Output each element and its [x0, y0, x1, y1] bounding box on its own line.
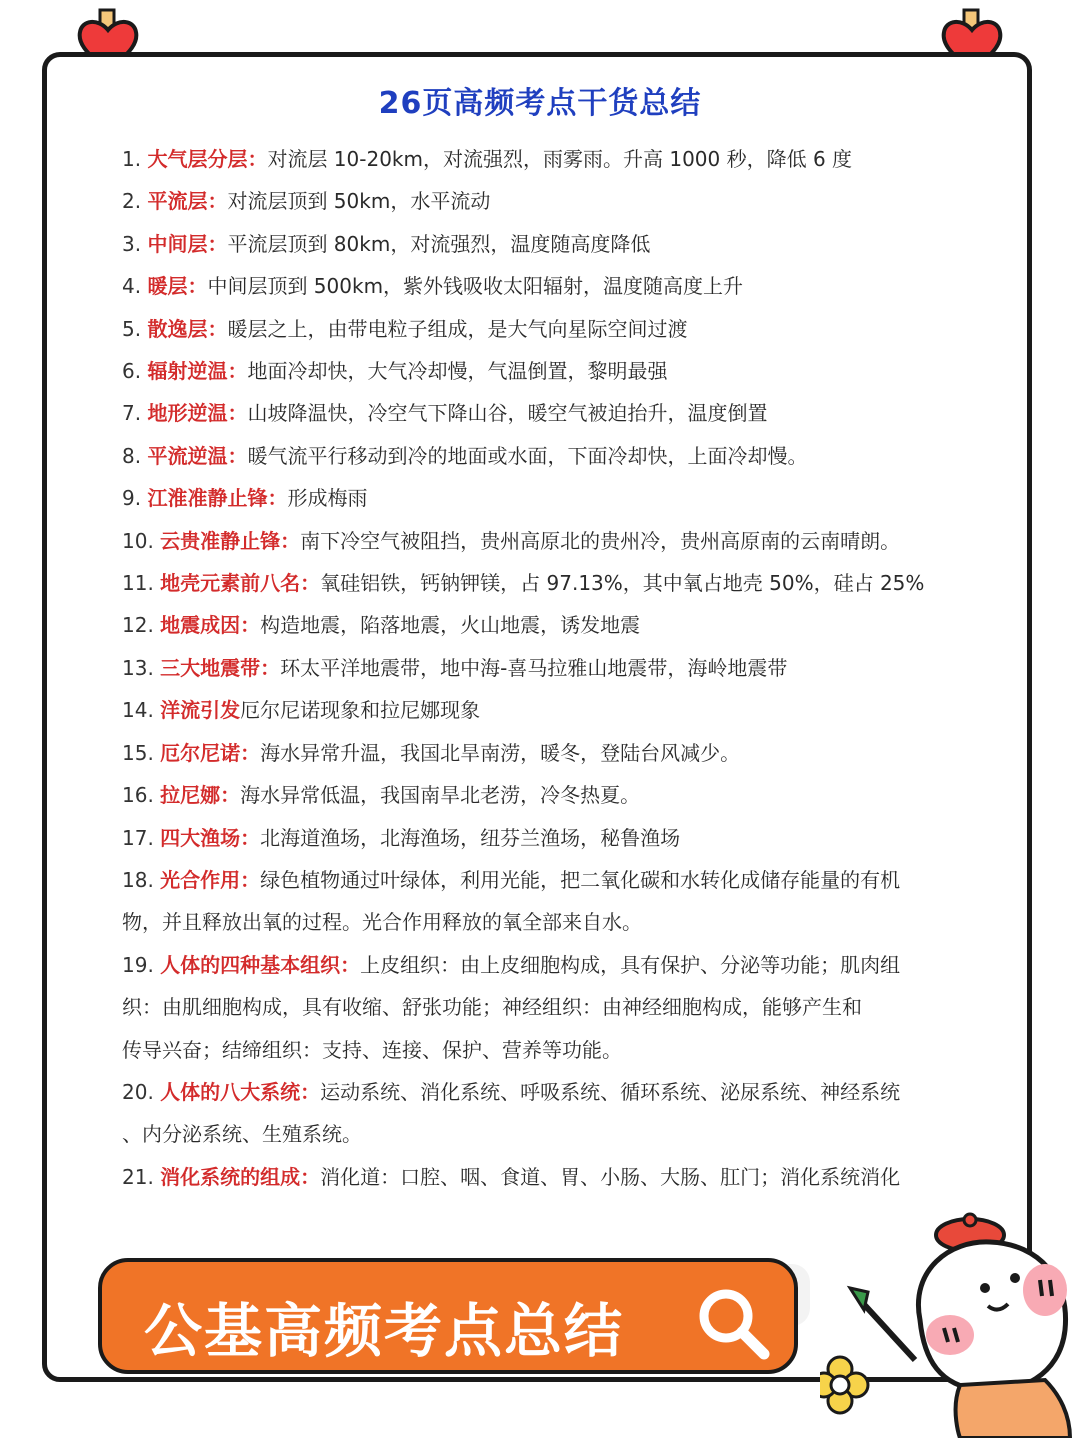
item-keyword: 厄尔尼诺：	[160, 740, 261, 765]
item-description: 海水异常升温，我国北旱南涝，暖冬，登陆台风减少。	[260, 740, 741, 765]
item-keyword: 消化系统的组成：	[160, 1164, 321, 1189]
item-keyword: 平流逆温：	[147, 443, 248, 468]
item-number: 10.	[122, 528, 154, 553]
item-keyword: 江淮准静止锋：	[147, 486, 288, 511]
item-continuation: 织：由肌细胞构成，具有收缩、舒张功能；神经组织：由神经细胞构成，能够产生和	[122, 995, 862, 1020]
item-description: 构造地震，陷落地震，火山地震，诱发地震	[260, 613, 641, 638]
list-item	[122, 520, 1002, 562]
item-number: 20.	[122, 1079, 154, 1104]
item-continuation: 传导兴奋；结缔组织：支持、连接、保护、营养等功能。	[122, 1037, 622, 1062]
list-item	[122, 859, 1002, 901]
item-keyword: 人体的八大系统：	[160, 1079, 321, 1104]
item-number: 7.	[122, 401, 142, 426]
item-number: 11.	[122, 571, 154, 596]
item-description: 氧硅铝铁，钙钠钾镁，占 97.13%，其中氧占地壳 50%，硅占 25%	[320, 571, 925, 596]
list-item	[122, 180, 1002, 222]
list-item	[122, 435, 1002, 477]
list-item	[122, 562, 1002, 604]
search-icon[interactable]	[692, 1282, 772, 1362]
item-description: 中间层顶到 500km，紫外钱吸收太阳辐射，温度随高度上升	[207, 274, 744, 299]
item-description: 暖气流平行移动到冷的地面或水面，下面冷却快，上面冷却慢。	[247, 443, 808, 468]
list-item	[122, 817, 1002, 859]
item-description: 绿色植物通过叶绿体，利用光能，把二氧化碳和水转化成储存能量的有机	[260, 867, 901, 892]
cat-mascot-illustration	[820, 1200, 1080, 1438]
item-number: 17.	[122, 825, 154, 850]
item-continuation: 、内分泌系统、生殖系统。	[122, 1122, 362, 1147]
list-item	[122, 774, 1002, 816]
item-continuation: 物，并且释放出氧的过程。光合作用释放的氧全部来自水。	[122, 910, 642, 935]
item-number: 5.	[122, 316, 142, 341]
item-number: 8.	[122, 443, 142, 468]
item-number: 6.	[122, 359, 142, 384]
list-item	[122, 689, 1002, 731]
list-item	[122, 138, 1002, 180]
item-keyword: 三大地震带：	[160, 655, 281, 680]
item-number: 9.	[122, 486, 142, 511]
item-number: 3.	[122, 231, 142, 256]
search-text: 公基高频考点总结	[144, 1297, 625, 1365]
item-keyword: 大气层分层：	[147, 147, 268, 171]
item-description: 上皮组织：由上皮细胞构成，具有保护、分泌等功能；肌肉组	[360, 952, 901, 977]
item-description: 暖层之上，由带电粒子组成，是大气向星际空间过渡	[227, 316, 688, 341]
item-number: 12.	[122, 613, 154, 638]
item-number: 1.	[122, 147, 142, 171]
item-description: 平流层顶到 80km，对流强烈，温度随高度降低	[227, 231, 651, 256]
item-number: 19.	[122, 952, 154, 977]
list-item	[122, 1156, 1002, 1198]
item-description: 厄尔尼诺现象和拉尼娜现象	[240, 698, 481, 723]
item-keyword: 洋流引发	[160, 698, 241, 723]
knowledge-list	[122, 138, 1002, 1198]
item-keyword: 拉尼娜：	[160, 783, 241, 808]
search-bar[interactable]	[98, 1258, 798, 1374]
item-description: 对流层 10-20km，对流强烈，雨雾雨。升高 1000 秒，降低 6 度	[267, 147, 853, 171]
list-item	[122, 1071, 1002, 1113]
item-number: 15.	[122, 740, 154, 765]
list-item	[122, 308, 1002, 350]
item-keyword: 四大渔场：	[160, 825, 261, 850]
list-item	[122, 477, 1002, 519]
item-description: 消化道：口腔、咽、食道、胃、小肠、大肠、肛门；消化系统消化	[320, 1164, 901, 1189]
item-description: 对流层顶到 50km，水平流动	[227, 189, 491, 214]
item-keyword: 平流层：	[147, 189, 228, 214]
item-keyword: 散逸层：	[147, 316, 228, 341]
list-item	[122, 392, 1002, 434]
page-title: 26页高频考点干货总结	[378, 86, 702, 121]
item-number: 16.	[122, 783, 154, 808]
item-description: 形成梅雨	[287, 486, 368, 511]
list-item	[122, 604, 1002, 646]
list-item	[122, 647, 1002, 689]
list-item	[122, 350, 1002, 392]
list-item	[122, 265, 1002, 307]
item-number: 13.	[122, 655, 154, 680]
item-number: 21.	[122, 1164, 154, 1189]
item-description: 山坡降温快，冷空气下降山谷，暖空气被迫抬升，温度倒置	[247, 401, 768, 426]
item-description: 北海道渔场，北海渔场，纽芬兰渔场，秘鲁渔场	[260, 825, 681, 850]
item-keyword: 地壳元素前八名：	[160, 571, 321, 596]
item-number: 4.	[122, 274, 142, 299]
item-keyword: 中间层：	[147, 231, 228, 256]
item-keyword: 人体的四种基本组织：	[160, 952, 361, 977]
item-keyword: 云贵准静止锋：	[160, 528, 301, 553]
item-keyword: 地形逆温：	[147, 401, 248, 426]
list-item	[122, 944, 1002, 986]
item-number: 18.	[122, 867, 154, 892]
item-description: 环太平洋地震带，地中海-喜马拉雅山地震带，海岭地震带	[280, 655, 788, 680]
item-number: 14.	[122, 698, 154, 723]
item-number: 2.	[122, 189, 142, 214]
item-keyword: 光合作用：	[160, 867, 261, 892]
list-item	[122, 732, 1002, 774]
list-item	[122, 223, 1002, 265]
item-keyword: 地震成因：	[160, 613, 261, 638]
item-description: 南下冷空气被阻挡，贵州高原北的贵州冷，贵州高原南的云南晴朗。	[300, 528, 901, 553]
item-keyword: 暖层：	[147, 274, 208, 299]
item-description: 运动系统、消化系统、呼吸系统、循环系统、泌尿系统、神经系统	[320, 1079, 901, 1104]
item-description: 地面冷却快，大气冷却慢，气温倒置，黎明最强	[247, 359, 668, 384]
item-keyword: 辐射逆温：	[147, 359, 248, 384]
item-description: 海水异常低温，我国南旱北老涝，冷冬热夏。	[240, 783, 641, 808]
